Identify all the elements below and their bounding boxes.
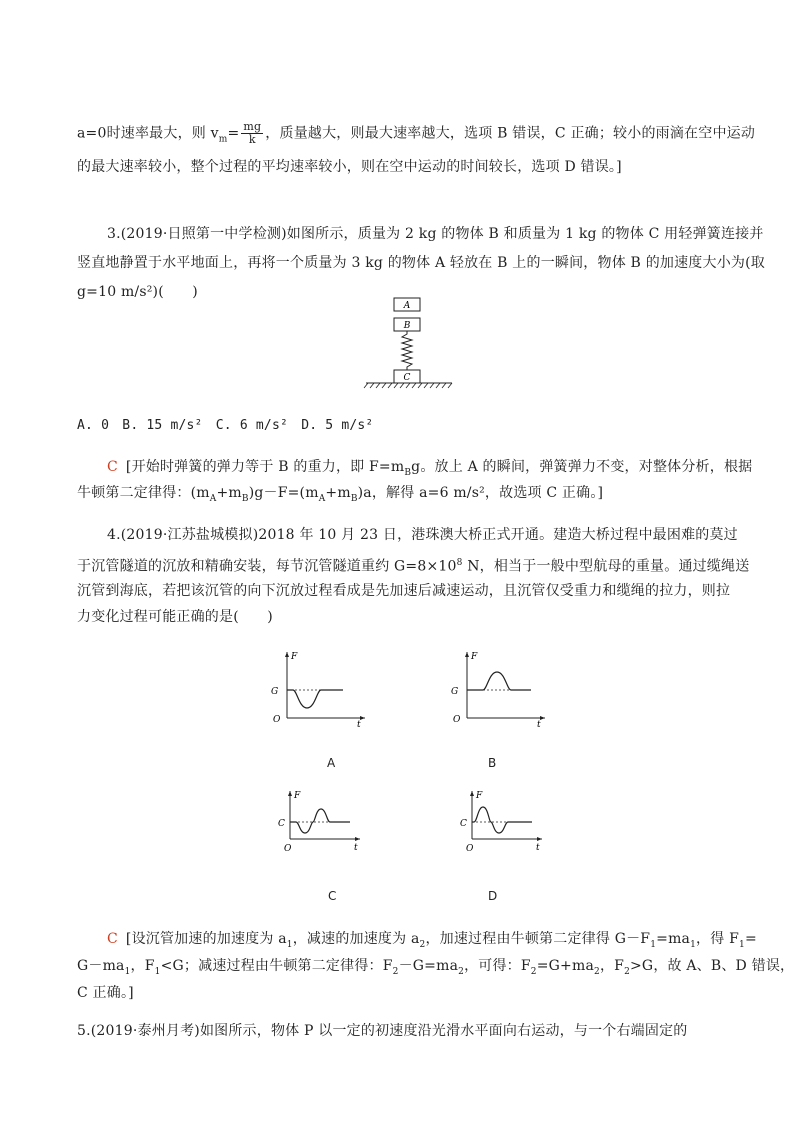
svg-text:O: O — [273, 715, 281, 725]
graph-a-label: A — [327, 756, 336, 770]
svg-text:C: C — [278, 819, 285, 829]
svg-text:O: O — [466, 844, 474, 854]
graph-d-label: D — [488, 889, 498, 903]
q4-explanation-2: $G-ma_1$，$F_1<G$；减速过程由牛顿第二定律得：$F_2-G=ma_2$，可得：$F_2=G+ma_2$，$F_2>G$，故 A、B、D 错误， — [77, 958, 794, 977]
q2-line-1: a=0时速率最大，则 $v_m=$ $\frac{mg}{k}$ ，质量越大，则最大速率越大，选项 B 错误，C 正确；较小的雨滴在空中运动 — [77, 120, 756, 146]
graph-b-label: B — [488, 756, 497, 770]
svg-text:G: G — [451, 687, 459, 697]
graph-c — [268, 787, 368, 857]
graph-a — [265, 648, 370, 728]
q4-answer: C — [107, 931, 118, 947]
block-b-label: B — [403, 321, 411, 331]
block-a-label: A — [403, 301, 411, 311]
svg-text:F: F — [476, 791, 483, 801]
q4-explanation-1: C [设沉管加速的加速度为 $a_1$，减速的加速度为 $a_2$，加速过程由牛顿第二定律得 $G-F_1=ma_1$，得 $F_1=$ — [107, 931, 757, 950]
graph-c-label: C — [328, 889, 337, 903]
spring — [402, 331, 412, 370]
svg-text:t: t — [537, 720, 541, 728]
q4-stem-1: 4.(2019·江苏盐城模拟)2018 年 10 月 23 日，港珠澳大桥正式开通。建造大桥过程中最困难的莫过 — [107, 527, 738, 543]
spring-block-figure — [360, 292, 460, 392]
q4-stem-2: 于沉管隧道的沉放和精确安装，每节沉管隧道重约 $G=8\times 10^8$ N，相当于一般中型航母的重量。通过缆绳送 — [77, 558, 750, 575]
svg-text:F: F — [291, 652, 298, 662]
q3-options: A. 0 B. 15 m/s² C. 6 m/s² D. 5 m/s² — [77, 418, 374, 433]
q2-line-2: 的最大速率较小，整个过程的平均速率较小，则在空中运动的时间较长，选项 D 错误。] — [77, 159, 622, 175]
svg-text:G: G — [271, 687, 279, 697]
svg-text:F: F — [471, 652, 478, 662]
svg-text:t: t — [357, 720, 361, 728]
q3-stem-1: 3.(2019·日照第一中学检测)如图所示，质量为 2 kg 的物体 B 和质量为 1 kg 的物体 C 用轻弹簧连接并 — [107, 226, 764, 242]
q3-explanation-1: C [开始时弹簧的弹力等于 B 的重力，即 $F=m_Bg$。放上 A 的瞬间，弹簧弹力不变，对整体分析，根据 — [107, 459, 753, 478]
q4-stem-4: 力变化过程可能正确的是( ) — [77, 609, 273, 625]
q3-answer: C — [107, 459, 118, 475]
q3-stem-2: 竖直地静置于水平地面上，再将一个质量为 3 kg 的物体 A 轻放在 B 上的一瞬间，物体 B 的加速度大小为(取 — [77, 255, 765, 271]
graph-d — [450, 787, 550, 857]
svg-text:t: t — [354, 843, 358, 853]
fraction-mg-k: $\frac{mg}{k}$ — [243, 120, 262, 146]
svg-text:t: t — [536, 843, 540, 853]
svg-text:O: O — [284, 844, 292, 854]
q4-explanation-3: C 正确。] — [77, 985, 134, 1001]
svg-text:C: C — [460, 819, 467, 829]
q4-stem-3: 沉管到海底，若把该沉管的向下沉放过程看成是先加速后减速运动，且沉管仅受重力和缆绳的拉力，则拉 — [77, 583, 731, 599]
q5-stem-1: 5.(2019·泰州月考)如图所示，物体 P 以一定的初速度沿光滑水平面向右运动，与一个右端固定的 — [77, 1023, 688, 1039]
ground-hatching — [364, 383, 452, 388]
graph-b — [445, 648, 550, 728]
block-c-label: C — [403, 373, 411, 383]
svg-text:O: O — [453, 715, 461, 725]
q3-stem-3: g=10 m/s²)( ) — [77, 284, 198, 300]
svg-text:F: F — [294, 791, 301, 801]
q3-explanation-2: 牛顿第二定律得：$(m_A+m_B)g-F=(m_A+m_B)a$，解得 a=6 m/s²，故选项 C 正确。] — [77, 485, 604, 504]
